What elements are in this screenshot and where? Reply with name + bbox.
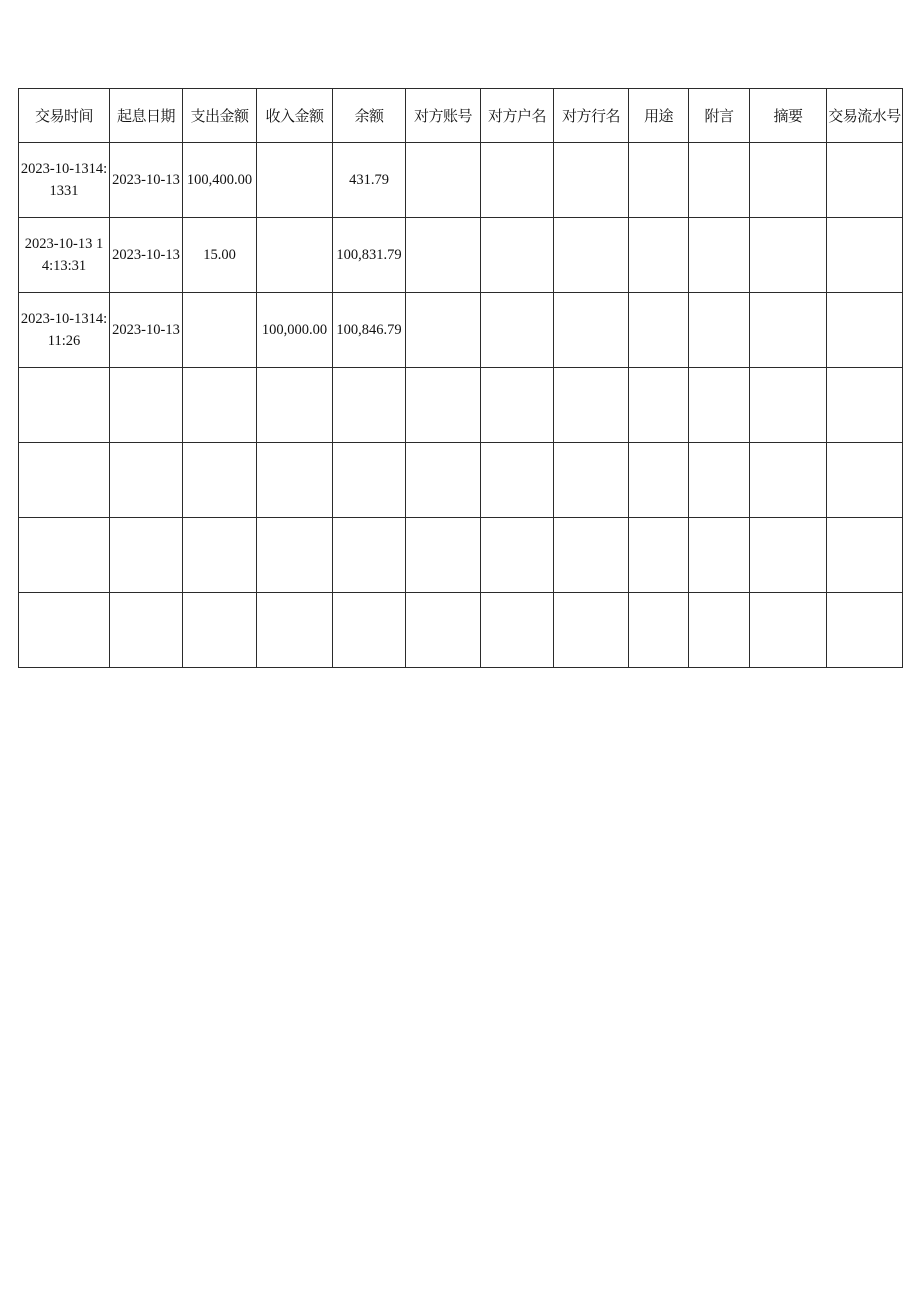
- cell-serial-number: [827, 518, 903, 593]
- cell-income-amount: 100,000.00: [257, 293, 333, 368]
- cell-expense-amount: [183, 518, 257, 593]
- cell-income-amount: [257, 593, 333, 668]
- cell-transaction-time: [19, 368, 110, 443]
- cell-transaction-time: [19, 518, 110, 593]
- cell-counterparty-name: [481, 518, 554, 593]
- cell-balance: 100,831.79: [333, 218, 406, 293]
- header-counterparty-name: 对方户名: [481, 89, 554, 143]
- cell-counterparty-account: [406, 143, 481, 218]
- cell-counterparty-bank: [554, 143, 629, 218]
- cell-transaction-time: 2023-10-1314:11:26: [19, 293, 110, 368]
- cell-purpose: [629, 443, 689, 518]
- table-header-row: [19, 89, 903, 143]
- cell-expense-amount: [183, 293, 257, 368]
- header-expense-amount: 支出金额: [183, 89, 257, 143]
- header-income-amount: 收入金额: [257, 89, 333, 143]
- cell-counterparty-account: [406, 218, 481, 293]
- cell-value-date: [110, 443, 183, 518]
- cell-serial-number: [827, 218, 903, 293]
- cell-serial-number: [827, 443, 903, 518]
- cell-summary: [750, 518, 827, 593]
- cell-counterparty-name: [481, 218, 554, 293]
- header-value-date: 起息日期: [110, 89, 183, 143]
- cell-counterparty-name: [481, 368, 554, 443]
- cell-remark: [689, 593, 750, 668]
- cell-serial-number: [827, 593, 903, 668]
- cell-transaction-time: [19, 443, 110, 518]
- cell-purpose: [629, 143, 689, 218]
- cell-income-amount: [257, 518, 333, 593]
- cell-counterparty-account: [406, 518, 481, 593]
- cell-serial-number: [827, 293, 903, 368]
- cell-balance: [333, 518, 406, 593]
- cell-balance: 100,846.79: [333, 293, 406, 368]
- cell-purpose: [629, 593, 689, 668]
- cell-counterparty-account: [406, 593, 481, 668]
- cell-income-amount: [257, 443, 333, 518]
- cell-expense-amount: [183, 443, 257, 518]
- cell-transaction-time: [19, 593, 110, 668]
- cell-value-date: [110, 368, 183, 443]
- cell-value-date: 2023-10-13: [110, 218, 183, 293]
- cell-value-date: [110, 593, 183, 668]
- header-balance: 余额: [333, 89, 406, 143]
- cell-counterparty-name: [481, 143, 554, 218]
- cell-remark: [689, 218, 750, 293]
- cell-income-amount: [257, 218, 333, 293]
- cell-counterparty-name: [481, 593, 554, 668]
- cell-counterparty-bank: [554, 518, 629, 593]
- cell-counterparty-bank: [554, 443, 629, 518]
- header-purpose: 用途: [629, 89, 689, 143]
- cell-counterparty-account: [406, 443, 481, 518]
- cell-summary: [750, 218, 827, 293]
- cell-counterparty-account: [406, 368, 481, 443]
- cell-counterparty-name: [481, 293, 554, 368]
- cell-remark: [689, 143, 750, 218]
- table-row: [19, 143, 903, 218]
- cell-balance: [333, 368, 406, 443]
- cell-serial-number: [827, 368, 903, 443]
- cell-remark: [689, 293, 750, 368]
- cell-expense-amount: 15.00: [183, 218, 257, 293]
- cell-balance: [333, 443, 406, 518]
- header-counterparty-account: 对方账号: [406, 89, 481, 143]
- cell-serial-number: [827, 143, 903, 218]
- cell-remark: [689, 368, 750, 443]
- cell-summary: [750, 368, 827, 443]
- header-remark: 附言: [689, 89, 750, 143]
- header-counterparty-bank: 对方行名: [554, 89, 629, 143]
- transaction-table: [18, 88, 903, 668]
- cell-counterparty-bank: [554, 593, 629, 668]
- cell-value-date: 2023-10-13: [110, 143, 183, 218]
- cell-expense-amount: [183, 368, 257, 443]
- cell-summary: [750, 143, 827, 218]
- table-row: [19, 218, 903, 293]
- cell-balance: [333, 593, 406, 668]
- cell-summary: [750, 443, 827, 518]
- cell-income-amount: [257, 143, 333, 218]
- cell-counterparty-name: [481, 443, 554, 518]
- cell-purpose: [629, 368, 689, 443]
- cell-value-date: 2023-10-13: [110, 293, 183, 368]
- cell-remark: [689, 443, 750, 518]
- cell-counterparty-bank: [554, 218, 629, 293]
- cell-summary: [750, 593, 827, 668]
- cell-purpose: [629, 218, 689, 293]
- cell-balance: 431.79: [333, 143, 406, 218]
- cell-counterparty-bank: [554, 293, 629, 368]
- cell-counterparty-account: [406, 293, 481, 368]
- header-transaction-time: 交易时间: [19, 89, 110, 143]
- table-row: [19, 518, 903, 593]
- cell-expense-amount: [183, 593, 257, 668]
- table-row: [19, 593, 903, 668]
- table-row: [19, 368, 903, 443]
- cell-summary: [750, 293, 827, 368]
- cell-transaction-time: 2023-10-1314:1331: [19, 143, 110, 218]
- table-row: [19, 443, 903, 518]
- cell-income-amount: [257, 368, 333, 443]
- table-row: [19, 293, 903, 368]
- cell-expense-amount: 100,400.00: [183, 143, 257, 218]
- cell-transaction-time: 2023-10-13 14:13:31: [19, 218, 110, 293]
- cell-purpose: [629, 518, 689, 593]
- cell-remark: [689, 518, 750, 593]
- cell-purpose: [629, 293, 689, 368]
- header-summary: 摘要: [750, 89, 827, 143]
- cell-counterparty-bank: [554, 368, 629, 443]
- cell-value-date: [110, 518, 183, 593]
- header-serial-number: 交易流水号: [827, 89, 903, 143]
